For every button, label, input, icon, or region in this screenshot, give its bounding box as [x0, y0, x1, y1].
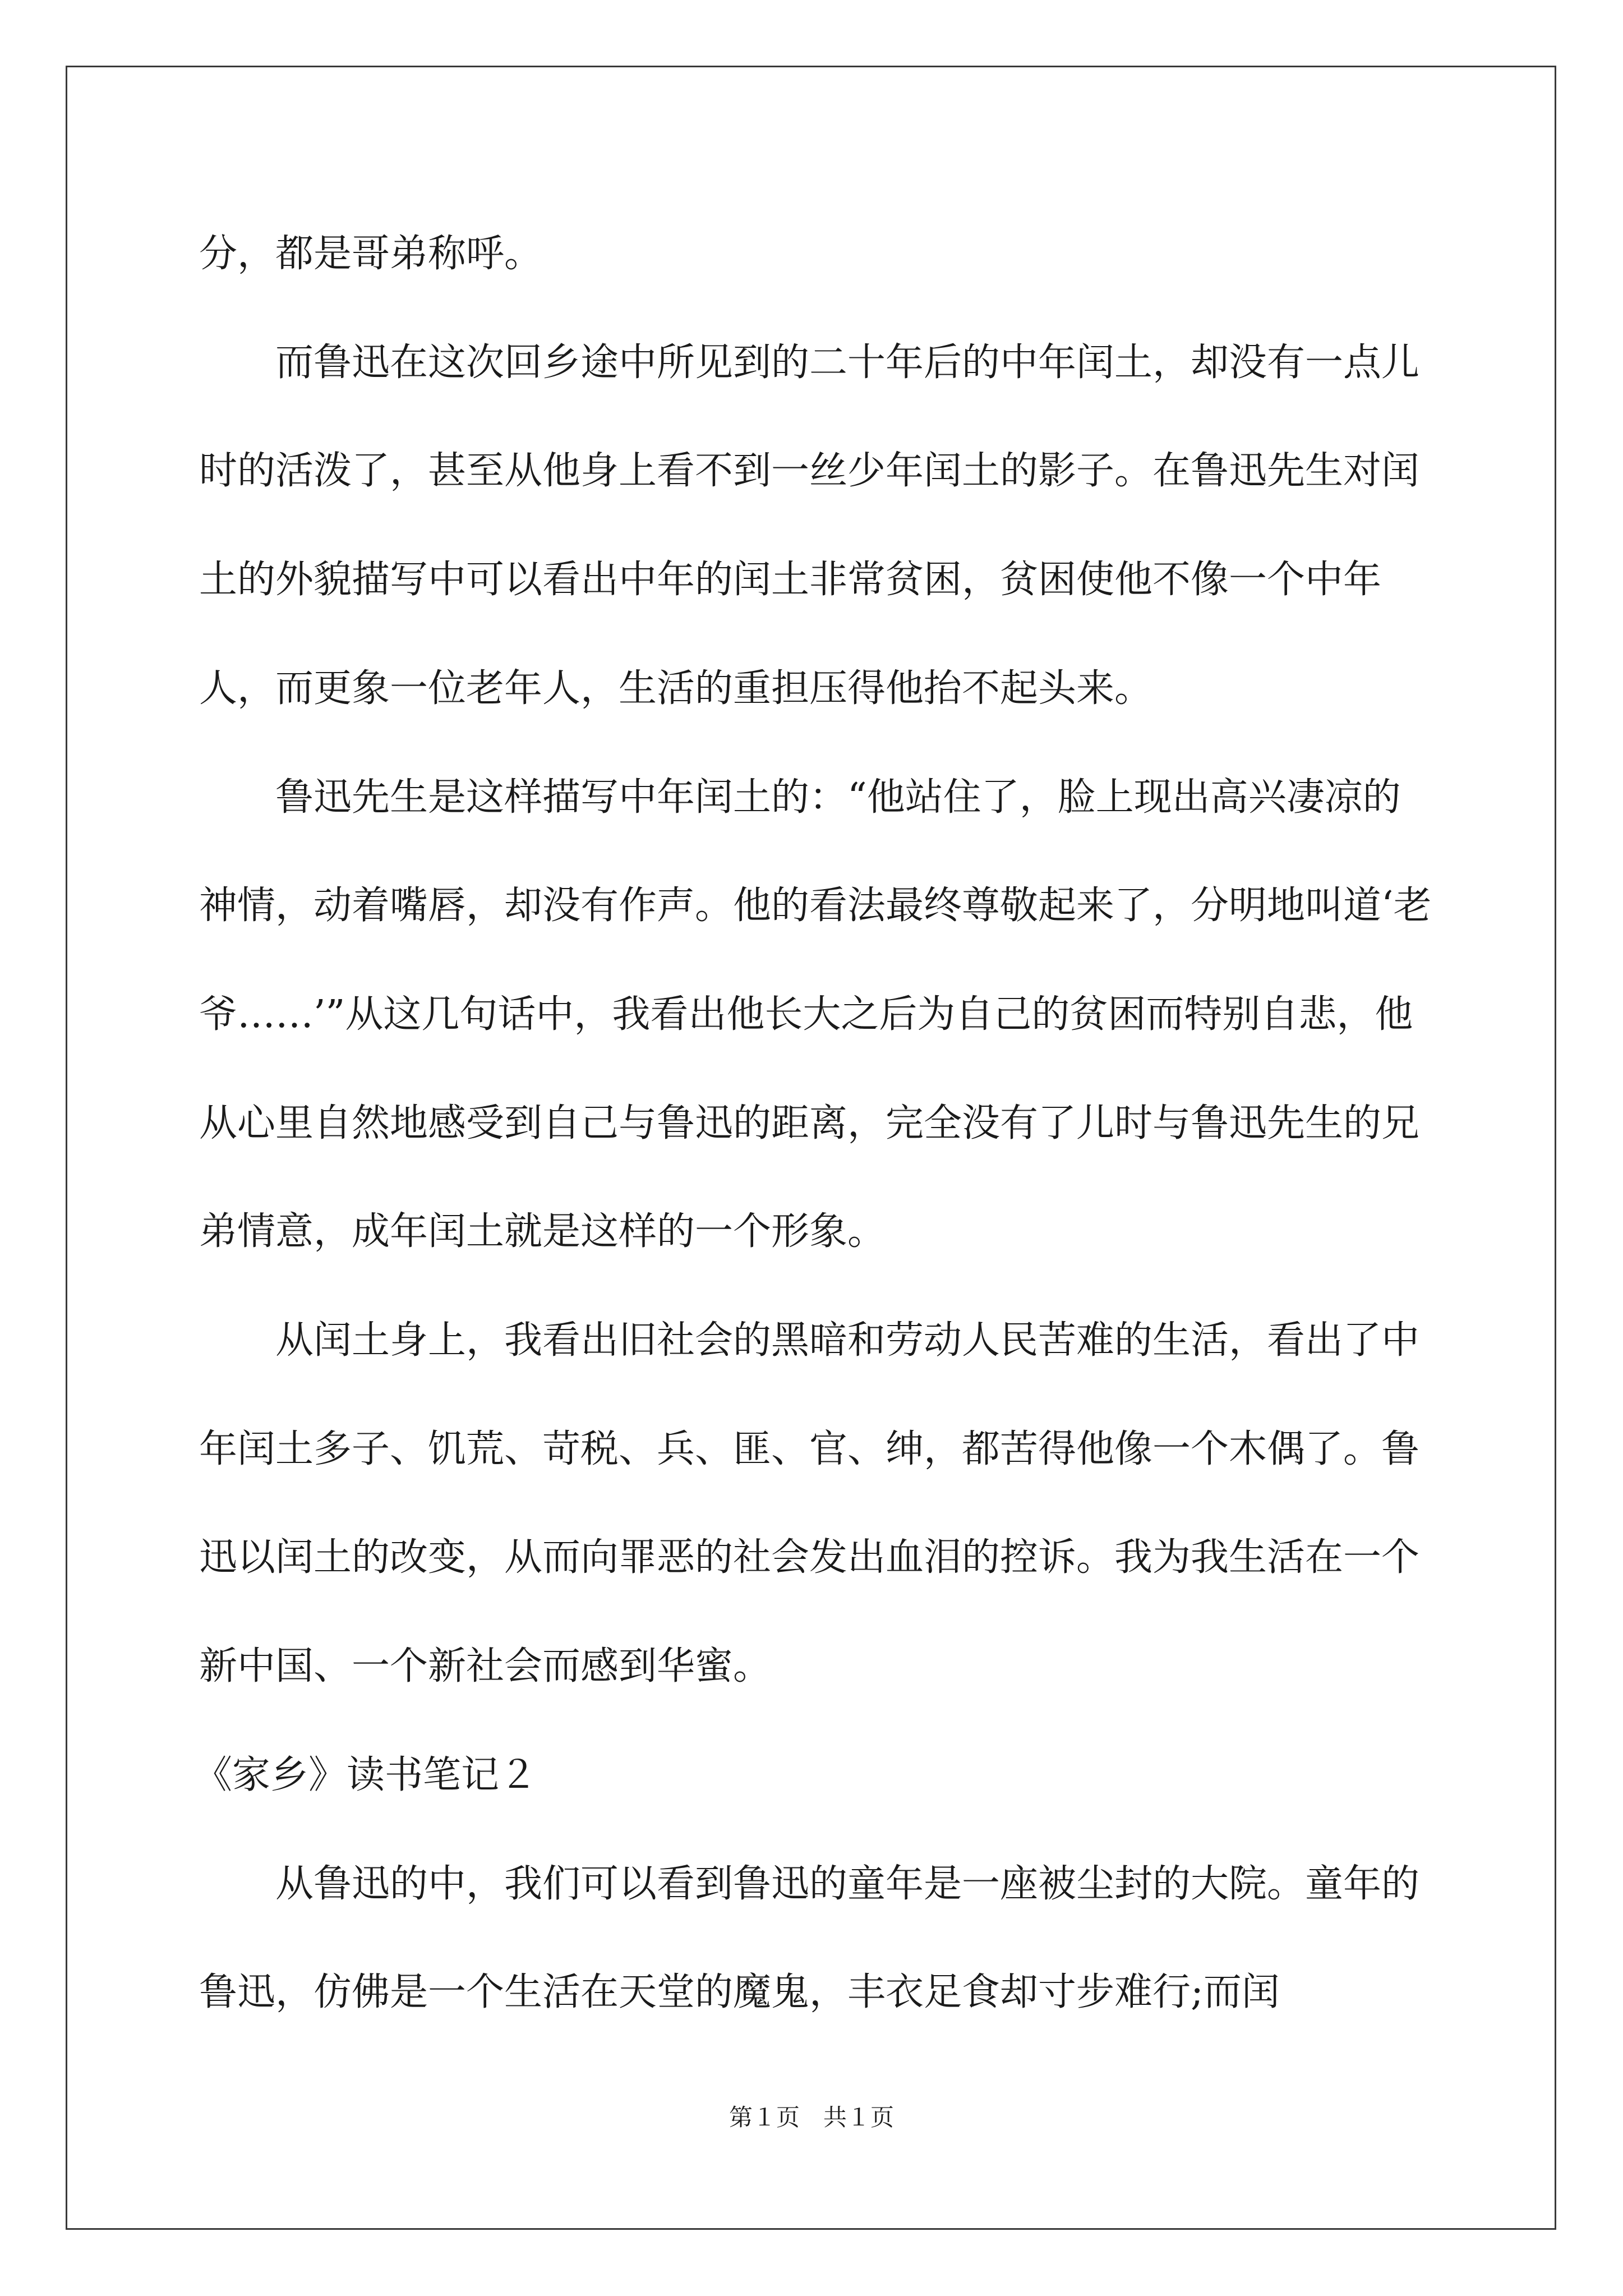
- section-heading: 《家乡》读书笔记２: [194, 1752, 538, 1797]
- paragraph-childhood: 从鲁迅的中，我们可以看到鲁迅的童年是一座被尘封的大院。童年的鲁迅，仿佛是一个生活在天堂的魔鬼，丰衣足食却寸步难行;而闰: [199, 1861, 1420, 2015]
- paragraph-middle-aged-runtu: 而鲁迅在这次回乡途中所见到的二十年后的中年闰土，却没有一点儿时的活泼了，甚至从他身上看不到一丝少年闰土的影子。在鲁迅先生对闰土的外貌描写中可以看出中年的闰土非常贫困，贫困使他不像一个中年人，而更象一位老年人，生活的重担压得他抬不起头来。: [199, 340, 1420, 711]
- paragraph-description-quote: 鲁迅先生是这样描写中年闰土的：“他站住了，脸上现出高兴凄凉的神情，动着嘴唇，却没有作声。他的看法最终尊敬起来了，分明地叫道‘老爷……’”从这几句话中，我看出他长大之后为自己的贫困而特别自悲，他从心里自然地感受到自己与鲁迅的距离，完全没有了儿时与鲁迅先生的兄弟情意，成年闰土就是这样的一个形象。: [199, 775, 1432, 1254]
- document-body: [194, 200, 1433, 2047]
- page-number-footer: 第１页 共１页: [728, 2104, 894, 2131]
- paragraph-old-society: 从闰土身上，我看出旧社会的黑暗和劳动人民苦难的生活，看出了中年闰土多子、饥荒、苛税、兵、匪、官、绅，都苦得他像一个木偶了。鲁迅以闰土的改变，从而向罪恶的社会发出血泪的控诉。我为我生活在一个新中国、一个新社会而感到华蜜。: [199, 1318, 1420, 1689]
- paragraph-continuation: 分，都是哥弟称呼。: [199, 232, 543, 276]
